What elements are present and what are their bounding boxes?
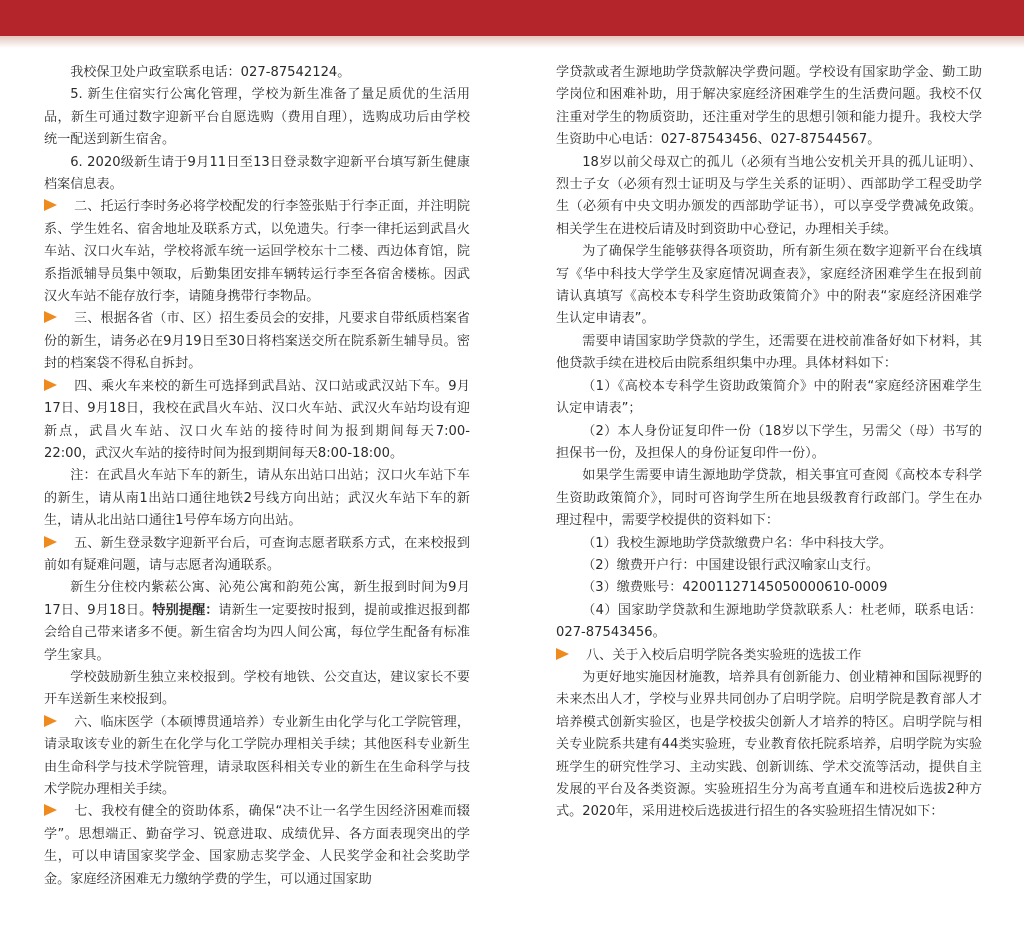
section-7-financial-aid bbox=[44, 801, 470, 891]
section-6-medicine bbox=[44, 712, 470, 802]
health-record-text: 6. 2020级新生请于9月11日至13日登录数字迎新平台填写新生健康档案信息表。 bbox=[44, 154, 470, 193]
qiming-college-text: 为更好地实施因材施教，培养具有创新能力、创业精神和国际视野的未来杰出人才，学校与业界共同创办了启明学院。启明学院是教育部人才培养模式创新实验区，也是学校拔尖创新人才培养的特区。启明学院与相关专业院系共建有44类实验班，专业教育依托院系培养，启明学院为实验班学生的研究性学习、主动实践、创新训练、学术交流等活动，提供自主发展的平台及各类资源。实验班招生分为高考直通车和进校后选拔2种方式。2020年，采用进校后选拔进行招生的各实验班招生情况如下： bbox=[556, 669, 982, 820]
security-phone-text: 我校保卫处户政室联系电话：027-87542124。 bbox=[70, 65, 351, 80]
loan-material-item-1: （1）《高校本专科学生资助政策简介》中的附表“家庭经济困难学生认定申请表”； bbox=[556, 378, 982, 417]
dorm-arrival-part-a: 新生分住校内紫菘公寓、沁苑公寓和韵苑公寓，新生报到时间为9月17日、9月18日。 bbox=[44, 580, 470, 618]
section-8-qiming bbox=[556, 645, 982, 667]
top-banner bbox=[0, 0, 1024, 36]
bullet-triangle-icon bbox=[44, 379, 57, 391]
section-2-luggage bbox=[44, 196, 470, 308]
local-loan-item-4: （4）国家助学贷款和生源地助学贷款联系人：杜老师，联系电话：027-87543456。 bbox=[556, 602, 982, 641]
section-3-text: 三、根据各省（市、区）招生委员会的安排，凡要求自带纸质档案省份的新生，请务必在9月19日至30日将档案送交所在院系新生辅导员。密封的档案袋不得私自拆封。 bbox=[44, 311, 470, 372]
independent-arrival-text: 学校鼓励新生独立来校报到。学校有地铁、公交直达，建议家长不要开车送新生来校报到。 bbox=[44, 669, 470, 708]
dorm-arrival-text bbox=[44, 577, 470, 667]
dorm-supplies-text: 5. 新生住宿实行公寓化管理，学校为新生准备了量足质优的生活用品，新生可通过数字迎新平台自愿选购（费用自理），选购成功后由学校统一配送到新生宿舍。 bbox=[44, 87, 470, 148]
loan-materials-text: 需要申请国家助学贷款的学生，还需要在进校前准备好如下材料，其他贷款手续在进校后由院系组织集中办理。具体材料如下： bbox=[556, 333, 982, 372]
section-8-text: 八、关于入校后启明学院各类实验班的选拔工作 bbox=[586, 647, 862, 663]
section-3-archives bbox=[44, 308, 470, 375]
top-banner-shadow bbox=[0, 36, 1024, 48]
left-column bbox=[44, 62, 470, 891]
local-loan-item-2: （2）缴费开户行：中国建设银行武汉喻家山支行。 bbox=[582, 557, 880, 573]
local-loan-item-1: （1）我校生源地助学贷款缴费户名：华中科技大学。 bbox=[582, 535, 893, 551]
section-5-text: 五、新生登录数字迎新平台后，可查询志愿者联系方式，在来校报到前如有疑难问题，请与志愿者沟通联系。 bbox=[44, 535, 470, 573]
local-loan-item-3: （3）缴费账号：42001127145050000610-0009 bbox=[582, 580, 888, 596]
financial-aid-continued-text: 学贷款或者生源地助学贷款解决学费问题。学校设有国家助学金、勤工助学岗位和困难补助，用于解决家庭经济困难学生的生活费问题。我校不仅注重对学生的物质资助，还注重对学生的思想引领和能力提升。我校大学生资助中心电话：027-87543456、027-87544567。 bbox=[556, 65, 982, 148]
bullet-triangle-icon bbox=[44, 199, 57, 211]
bullet-triangle-icon bbox=[44, 311, 57, 323]
section-7-text: 七、我校有健全的资助体系，确保“决不让一名学生因经济困难而辍学”。思想端正、勤奋学习、锐意进取、成绩优异、各方面表现突出的学生，可以申请国家奖学金、国家励志奖学金、人民奖学金和社会奖助学金。家庭经济困难无力缴纳学费的学生，可以通过国家助 bbox=[44, 804, 470, 887]
loan-material-item-2: （2）本人身份证复印件一份（18岁以下学生，另需父（母）书写的担保书一份，及担保人的身份证复印件一份）。 bbox=[556, 423, 982, 461]
station-note-text: 注：在武昌火车站下车的新生，请从东出站口出站；汉口火车站下车的新生，请从南1出站口通往地铁2号线方向出站；武汉火车站下车的新生，请从北出站口通往1号停车场方向出站。 bbox=[44, 468, 470, 529]
section-5-volunteers bbox=[44, 533, 470, 578]
local-loan-text: 如果学生需要申请生源地助学贷款，相关事宜可查阅《高校本专科学生资助政策简介》，同时可咨询学生所在地县级教育行政部门。学生在办理过程中，需要学校提供的资料如下： bbox=[556, 468, 982, 529]
bullet-triangle-icon bbox=[44, 536, 57, 548]
bullet-triangle-icon bbox=[44, 804, 57, 816]
section-2-text: 二、托运行李时务必将学校配发的行李签张贴于行李正面，并注明院系、学生姓名、宿舍地址及联系方式，以免遗失。行李一律托运到武昌火车站、汉口火车站，学校将派车统一运回学校东十二楼、西边体育馆，院系指派辅导员集中领取，后勤集团安排车辆转运行李至各宿舍楼栋。因武汉火车站不能存放行李，请随身携带行李物品。 bbox=[44, 199, 470, 305]
section-4-train bbox=[44, 376, 470, 466]
section-6-text: 六、临床医学（本硕博贯通培养）专业新生由化学与化工学院管理，请录取该专业的新生在化学与化工学院办理相关手续；其他医科专业新生由生命科学与技术学院管理，请录取医科相关专业的新生在生命科学与技术学院办理相关手续。 bbox=[44, 714, 470, 797]
special-reminder-label: 特别提醒： bbox=[152, 602, 219, 618]
section-4-text: 四、乘火车来校的新生可选择到武昌站、汉口站或武汉站下车。9月17日、9月18日，我校在武昌火车站、汉口火车站、武汉火车站均设有迎新点，武昌火车站、汉口火车站的接待时间为报到期间每天7:00-22:00，武汉火车站的接待时间为报到期间每天8:00-18:00。 bbox=[44, 378, 470, 461]
dorm-arrival-part-b: 请新生一定要按时报到，提前或推迟报到都会给自己带来诸多不便。新生宿舍均为四人间公寓，每位学生配备有标准学生家具。 bbox=[44, 602, 470, 663]
survey-form-text: 为了确保学生能够获得各项资助，所有新生须在数字迎新平台在线填写《华中科技大学学生及家庭情况调查表》，家庭经济困难学生在报到前请认真填写《高校本专科学生资助政策简介》中的附表“家庭经济困难学生认定申请表”。 bbox=[556, 244, 982, 327]
bullet-triangle-icon bbox=[44, 715, 57, 727]
tuition-waiver-text: 18岁以前父母双亡的孤儿（必须有当地公安机关开具的孤儿证明）、烈士子女（必须有烈士证明及与学生关系的证明）、西部助学工程受助学生（必须有中央文明办颁发的西部助学证书），可以享受学费减免政策。相关学生在进校后请及时到资助中心登记，办理相关手续。 bbox=[556, 154, 982, 237]
right-column bbox=[556, 62, 982, 824]
bullet-triangle-icon bbox=[556, 648, 569, 660]
